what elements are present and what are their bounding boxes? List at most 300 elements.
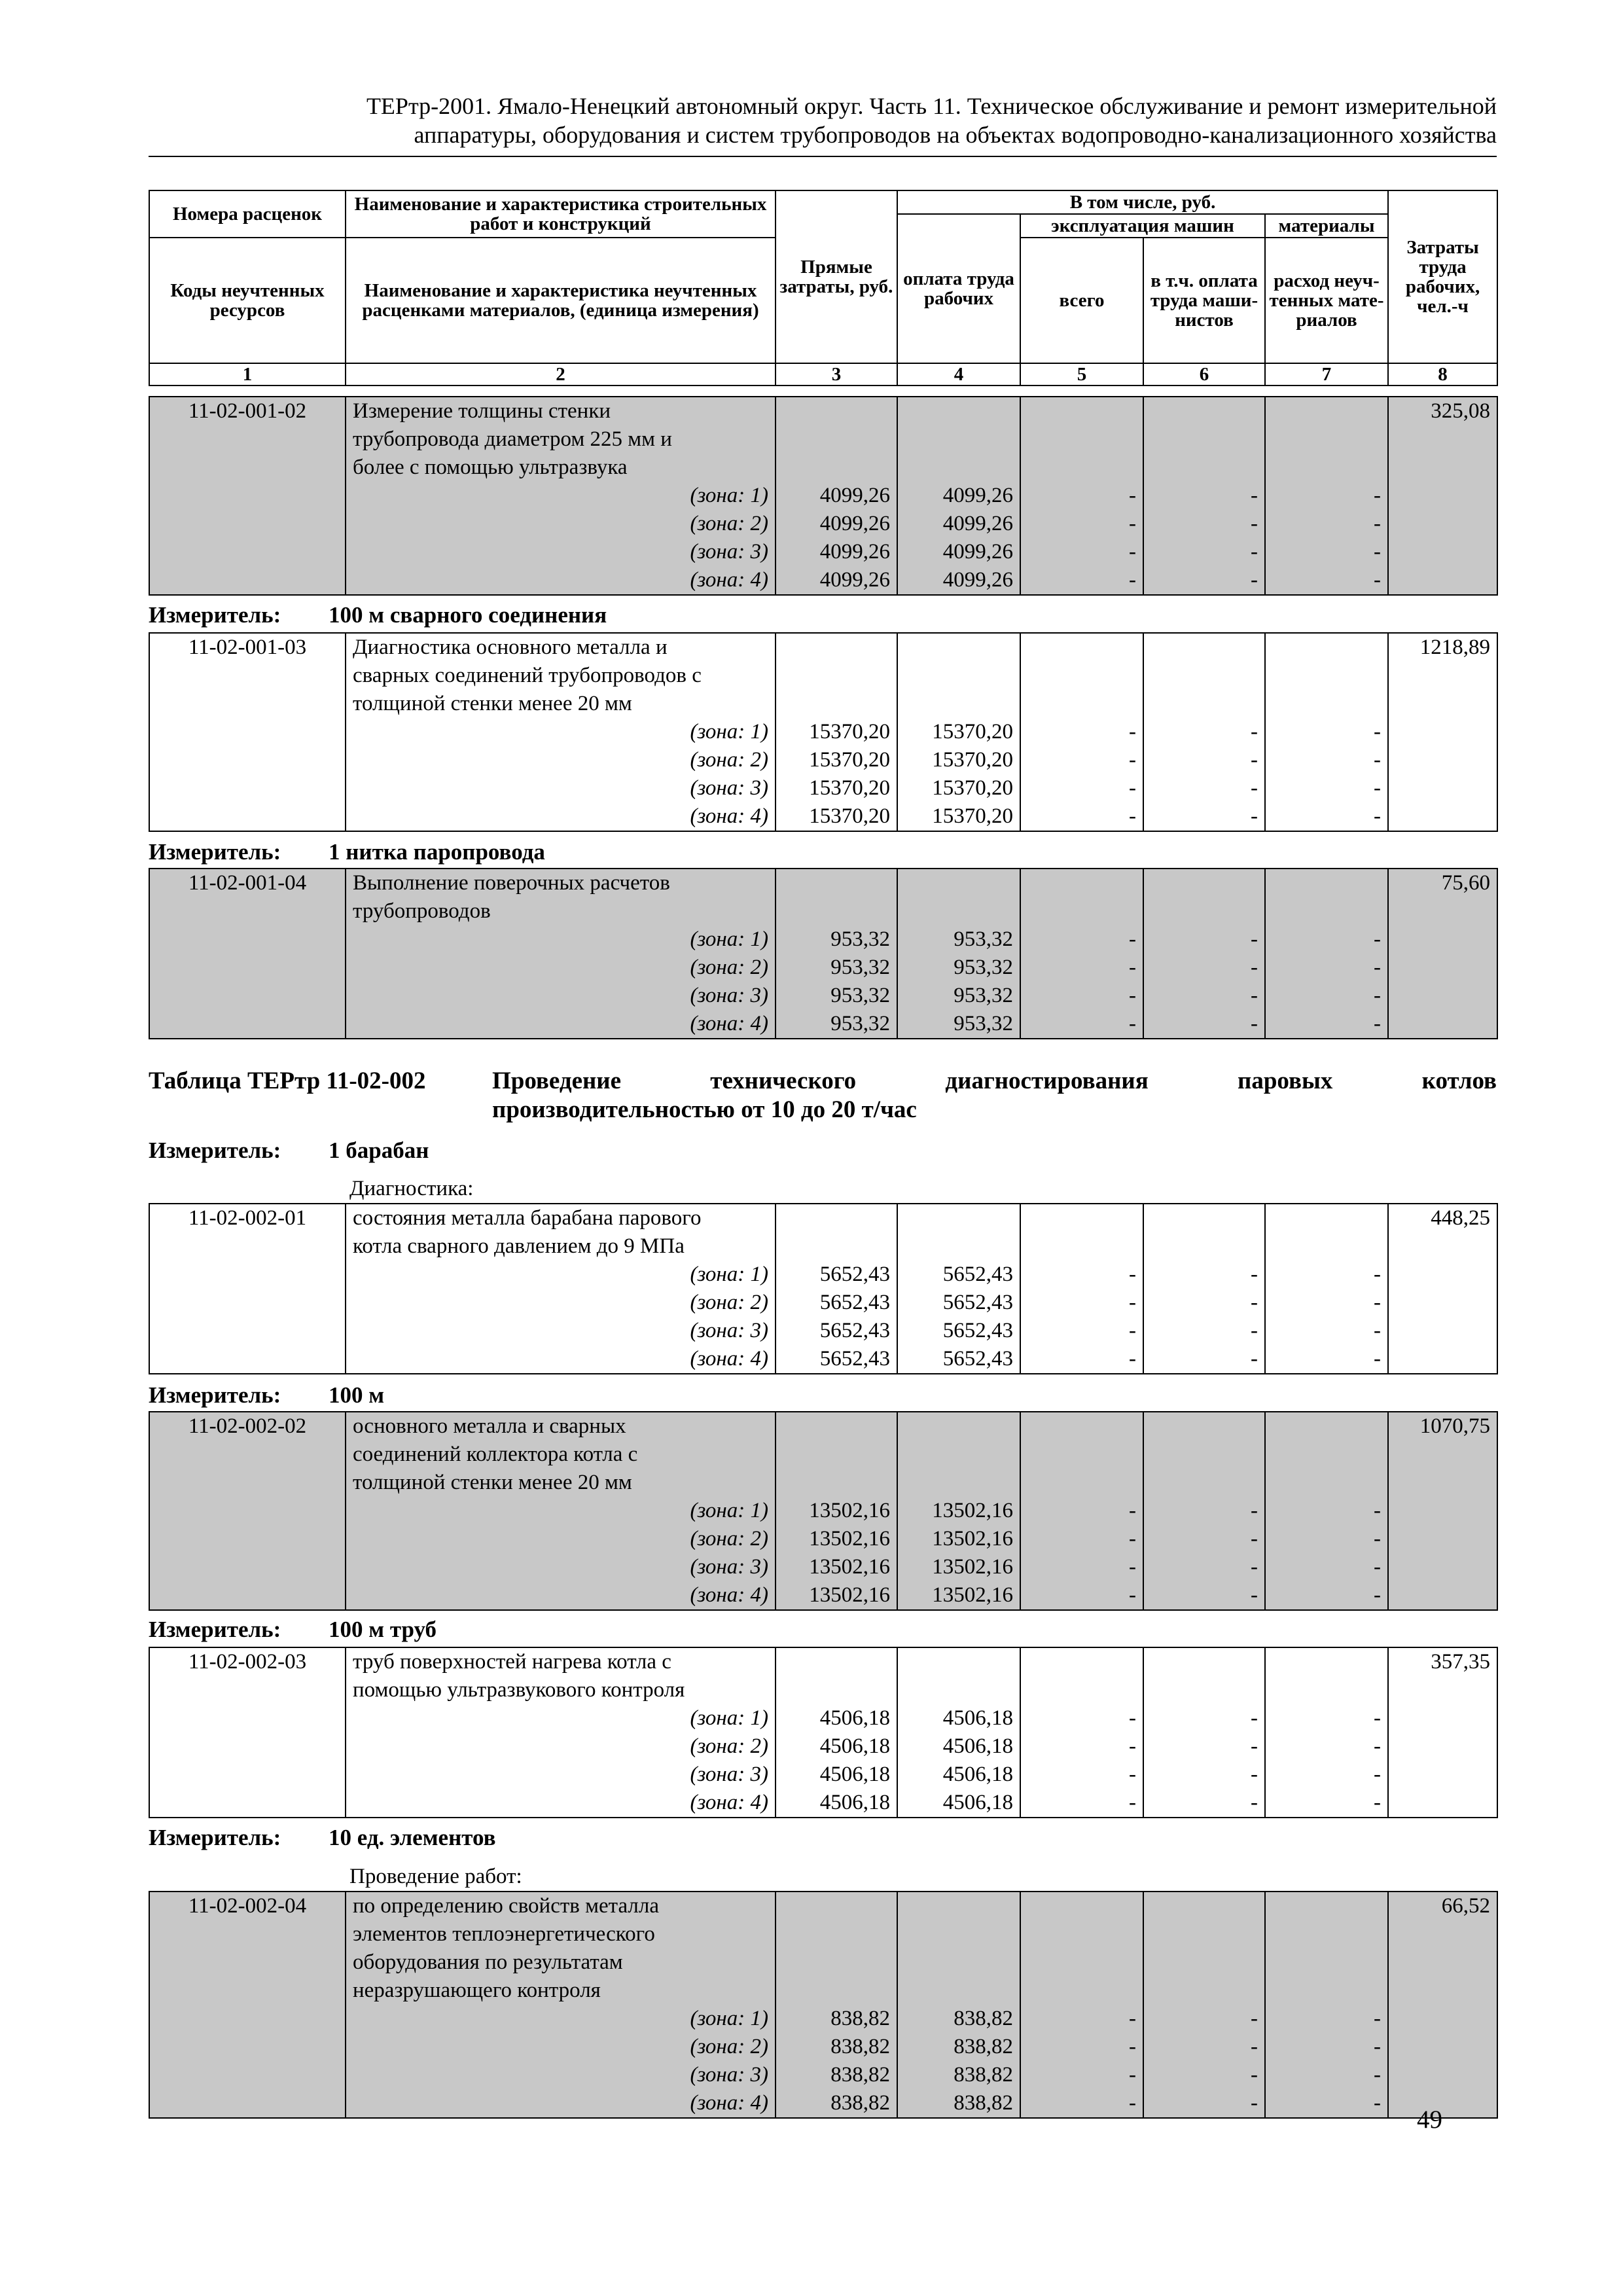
running-header [149, 92, 1497, 149]
labor-cost-value: 448,25 [1431, 1206, 1490, 1230]
description-line: сварных соединений трубопроводов с [353, 664, 702, 687]
spacer [783, 897, 890, 925]
spacer [1150, 1648, 1258, 1676]
spacer [1150, 1204, 1258, 1232]
direct-cost-value: 953,32 [830, 984, 890, 1007]
dash-value: - [1374, 2035, 1381, 2058]
machine-total-cell [1020, 1412, 1143, 1610]
direct-cost-value: 4099,26 [819, 540, 890, 564]
rate-row [149, 869, 1497, 1039]
dash-value: - [1251, 484, 1258, 507]
wage-value: 953,32 [954, 956, 1013, 979]
description-line: оборудования по результатам [353, 1950, 623, 1974]
labor-cost-cell [1388, 1647, 1497, 1818]
dash-value: - [1374, 540, 1381, 564]
direct-cost-value: 15370,20 [809, 776, 890, 800]
spacer [904, 1948, 1013, 1977]
rate-table [149, 1203, 1498, 1374]
spacer [1027, 1977, 1136, 2005]
dash-value: - [1251, 1583, 1258, 1607]
spacer [1027, 454, 1136, 482]
dash-value: - [1129, 776, 1136, 800]
direct-cost-value: 4506,18 [819, 1763, 890, 1786]
wage-cell [897, 1204, 1020, 1374]
dash-value: - [1129, 1319, 1136, 1342]
direct-cost-cell [776, 633, 897, 831]
col-num: 6 [1143, 363, 1265, 386]
spacer [1150, 690, 1258, 718]
material-cell [1265, 633, 1388, 831]
dash-value: - [1251, 748, 1258, 772]
rate-code: 11-02-002-04 [188, 1894, 307, 1918]
description-line: труб поверхностей нагрева котла с [353, 1650, 671, 1674]
wage-cell [897, 1412, 1020, 1610]
title-word: технического [710, 1067, 857, 1094]
rate-code-cell [149, 1892, 346, 2118]
col-kody: Коды неучтенных ресурсов [149, 238, 346, 363]
rate-code: 11-02-002-02 [188, 1414, 307, 1438]
spacer [783, 869, 890, 897]
material-cell [1265, 869, 1388, 1039]
wage-cell [897, 1892, 1020, 2118]
meter-line [149, 601, 1497, 630]
direct-cost-cell [776, 1647, 897, 1818]
spacer [1150, 1892, 1258, 1920]
machine-total-cell [1020, 633, 1143, 831]
wage-value: 13502,16 [932, 1555, 1013, 1579]
meter-value: 1 нитка паропровода [329, 839, 545, 865]
description-line: элементов теплоэнергетического [353, 1922, 655, 1946]
labor-cost-value: 1070,75 [1419, 1414, 1490, 1438]
spacer [1150, 662, 1258, 690]
dash-value: - [1251, 927, 1258, 951]
zone-label: (зона: 3) [690, 984, 768, 1007]
spacer [1027, 1441, 1136, 1469]
dash-value: - [1251, 956, 1258, 979]
zone-label: (зона: 3) [690, 1763, 768, 1786]
spacer [783, 1469, 890, 1497]
dash-value: - [1129, 1499, 1136, 1522]
direct-cost-value: 4506,18 [819, 1791, 890, 1814]
dash-value: - [1374, 1583, 1381, 1607]
direct-cost-value: 13502,16 [809, 1583, 890, 1607]
dash-value: - [1374, 568, 1381, 592]
direct-cost-value: 13502,16 [809, 1499, 890, 1522]
spacer [1272, 1412, 1381, 1441]
header-line-1: ТЕРтр-2001. Ямало-Ненецкий автономный округ. Часть 11. Техническое обслуживание и ремонт измерительной [366, 93, 1497, 119]
labor-cost-value: 66,52 [1441, 1894, 1490, 1918]
wage-value: 15370,20 [932, 720, 1013, 744]
meter-label: Измеритель: [149, 1825, 281, 1850]
spacer [1150, 454, 1258, 482]
wage-value: 953,32 [954, 927, 1013, 951]
spacer [1272, 425, 1381, 454]
spacer [1272, 1892, 1381, 1920]
rate-block [149, 1203, 1497, 1374]
wage-value: 5652,43 [942, 1319, 1013, 1342]
spacer [783, 1648, 890, 1676]
wage-value: 4506,18 [942, 1706, 1013, 1730]
dash-value: - [1129, 720, 1136, 744]
zone-label: (зона: 4) [690, 2091, 768, 2115]
col-num: 7 [1265, 363, 1388, 386]
dash-value: - [1129, 984, 1136, 1007]
spacer [783, 634, 890, 662]
wage-value: 838,82 [954, 2035, 1013, 2058]
meter-label: Измеритель: [149, 839, 281, 865]
dash-value: - [1251, 540, 1258, 564]
dash-value: - [1374, 2063, 1381, 2087]
spacer [1027, 1204, 1136, 1232]
wage-value: 953,32 [954, 1012, 1013, 1035]
wage-value: 4506,18 [942, 1734, 1013, 1758]
labor-cost-value: 1218,89 [1419, 636, 1490, 659]
dash-value: - [1374, 720, 1381, 744]
intro-text: Проведение работ: [349, 1865, 522, 1888]
rate-description-cell [346, 1647, 776, 1818]
title-word: котлов [1421, 1067, 1497, 1094]
spacer [1272, 897, 1381, 925]
spacer [1027, 1676, 1136, 1704]
direct-cost-value: 953,32 [830, 956, 890, 979]
rate-row [149, 1412, 1497, 1610]
zone-label: (зона: 4) [690, 1012, 768, 1035]
dash-value: - [1251, 1763, 1258, 1786]
zone-label: (зона: 3) [690, 776, 768, 800]
dash-value: - [1129, 2063, 1136, 2087]
rate-code: 11-02-001-03 [188, 636, 307, 659]
machine-total-cell [1020, 1204, 1143, 1374]
description-line: Измерение толщины стенки [353, 399, 611, 423]
machinist-wage-cell [1143, 1647, 1265, 1818]
dash-value: - [1251, 1791, 1258, 1814]
dash-value: - [1374, 2007, 1381, 2030]
dash-value: - [1374, 484, 1381, 507]
col-nomera: Номера расценок [149, 190, 346, 238]
col-num: 4 [897, 363, 1020, 386]
dash-value: - [1251, 512, 1258, 535]
dash-value: - [1251, 1291, 1258, 1314]
spacer [904, 1648, 1013, 1676]
col-vsego: всего [1020, 238, 1143, 363]
direct-cost-cell [776, 869, 897, 1039]
spacer [1027, 1892, 1136, 1920]
spacer [1027, 1948, 1136, 1977]
wage-cell [897, 869, 1020, 1039]
direct-cost-cell [776, 1204, 897, 1374]
wage-value: 13502,16 [932, 1499, 1013, 1522]
meter-line [149, 1615, 1497, 1644]
zone-label: (зона: 1) [690, 1499, 768, 1522]
col-num: 5 [1020, 363, 1143, 386]
rate-row [149, 1892, 1497, 2118]
machinist-wage-cell [1143, 633, 1265, 831]
spacer [904, 1920, 1013, 1948]
dash-value: - [1374, 776, 1381, 800]
rate-table [149, 396, 1498, 596]
direct-cost-value: 15370,20 [809, 804, 890, 828]
col-naim-neuch: Наименование и характеристика неучтенных расценками материалов, (единица измерения) [346, 238, 776, 363]
direct-cost-value: 5652,43 [819, 1319, 890, 1342]
wage-cell [897, 1647, 1020, 1818]
dash-value: - [1374, 1291, 1381, 1314]
material-cell [1265, 1204, 1388, 1374]
dash-value: - [1251, 568, 1258, 592]
dash-value: - [1374, 1499, 1381, 1522]
wage-value: 4506,18 [942, 1791, 1013, 1814]
zone-label: (зона: 2) [690, 1527, 768, 1551]
spacer [1027, 634, 1136, 662]
description-line: Диагностика основного металла и [353, 636, 668, 659]
spacer [904, 425, 1013, 454]
zone-label: (зона: 4) [690, 1583, 768, 1607]
wage-value: 15370,20 [932, 748, 1013, 772]
spacer [783, 690, 890, 718]
col-num: 3 [776, 363, 897, 386]
machinist-wage-cell [1143, 397, 1265, 595]
dash-value: - [1374, 927, 1381, 951]
spacer [1272, 1977, 1381, 2005]
dash-value: - [1374, 804, 1381, 828]
meter-label: Измеритель: [149, 1138, 281, 1163]
zone-label: (зона: 2) [690, 1734, 768, 1758]
rate-block [149, 1647, 1497, 1818]
spacer [783, 1441, 890, 1469]
meter-value: 100 м [329, 1382, 385, 1408]
dash-value: - [1129, 2007, 1136, 2030]
spacer [1027, 1469, 1136, 1497]
spacer [1272, 1676, 1381, 1704]
description-line: более с помощью ультразвука [353, 456, 628, 479]
dash-value: - [1374, 1763, 1381, 1786]
description-line: соединений коллектора котла с [353, 1443, 638, 1466]
wage-value: 13502,16 [932, 1527, 1013, 1551]
direct-cost-value: 4099,26 [819, 512, 890, 535]
spacer [1027, 1412, 1136, 1441]
spacer [783, 662, 890, 690]
spacer [783, 397, 890, 425]
col-num: 2 [346, 363, 776, 386]
dash-value: - [1129, 2091, 1136, 2115]
spacer [904, 897, 1013, 925]
rate-row [149, 1647, 1497, 1818]
rate-description-cell [346, 397, 776, 595]
spacer [783, 1232, 890, 1261]
col-rashod: расход неуч-тенных мате-риалов [1265, 238, 1388, 363]
description-line: основного металла и сварных [353, 1414, 626, 1438]
direct-cost-value: 13502,16 [809, 1527, 890, 1551]
spacer [904, 1977, 1013, 2005]
direct-cost-value: 15370,20 [809, 720, 890, 744]
wage-value: 4099,26 [942, 512, 1013, 535]
dash-value: - [1129, 1012, 1136, 1035]
dash-value: - [1129, 512, 1136, 535]
labor-cost-value: 325,08 [1431, 399, 1490, 423]
spacer [1272, 869, 1381, 897]
dash-value: - [1374, 1012, 1381, 1035]
labor-cost-value: 357,35 [1431, 1650, 1490, 1674]
dash-value: - [1129, 1555, 1136, 1579]
table-title-line-1 [492, 1067, 1497, 1096]
rate-description-cell [346, 869, 776, 1039]
description-line: неразрушающего контроля [353, 1979, 601, 2002]
spacer [1272, 634, 1381, 662]
wage-value: 15370,20 [932, 804, 1013, 828]
col-zatraty: Затраты труда рабочих, чел.-ч [1388, 190, 1497, 363]
rate-table [149, 868, 1498, 1039]
description-line: состояния металла барабана парового [353, 1206, 702, 1230]
spacer [904, 454, 1013, 482]
spacer [1027, 662, 1136, 690]
zone-label: (зона: 3) [690, 1555, 768, 1579]
dash-value: - [1251, 720, 1258, 744]
spacer [783, 1948, 890, 1977]
dash-value: - [1251, 776, 1258, 800]
zone-label: (зона: 4) [690, 1791, 768, 1814]
material-cell [1265, 397, 1388, 595]
rate-block [149, 396, 1497, 596]
rate-code: 11-02-001-02 [188, 399, 307, 423]
dash-value: - [1129, 1706, 1136, 1730]
dash-value: - [1374, 1791, 1381, 1814]
rate-table [149, 1411, 1498, 1611]
header-rule [149, 156, 1497, 157]
col-oplata: оплата труда рабочих [897, 214, 1020, 363]
spacer [1150, 1232, 1258, 1261]
dash-value: - [1129, 804, 1136, 828]
wage-value: 5652,43 [942, 1263, 1013, 1286]
dash-value: - [1129, 748, 1136, 772]
col-pryamye: Прямые затраты, руб. [776, 190, 897, 363]
labor-cost-cell [1388, 1412, 1497, 1610]
zone-label: (зона: 1) [690, 1263, 768, 1286]
wage-value: 953,32 [954, 984, 1013, 1007]
zone-label: (зона: 2) [690, 512, 768, 535]
zone-label: (зона: 2) [690, 748, 768, 772]
page-number: 49 [1417, 2106, 1442, 2134]
dash-value: - [1129, 1763, 1136, 1786]
wage-value: 4099,26 [942, 540, 1013, 564]
meter-label: Измеритель: [149, 1382, 281, 1408]
rate-code: 11-02-002-01 [188, 1206, 307, 1230]
table-title-line-2: производительностью от 10 до 20 т/час [492, 1096, 917, 1123]
spacer [1272, 690, 1381, 718]
spacer [904, 1441, 1013, 1469]
column-header-block [149, 190, 1497, 386]
spacer [904, 662, 1013, 690]
col-v-tom: В том числе, руб. [897, 190, 1388, 214]
rate-block [149, 868, 1497, 1039]
rate-row [149, 633, 1497, 831]
dash-value: - [1251, 2063, 1258, 2087]
col-ekspl: эксплуатация машин [1020, 214, 1265, 238]
spacer [1150, 1977, 1258, 2005]
dash-value: - [1129, 1583, 1136, 1607]
direct-cost-value: 4506,18 [819, 1706, 890, 1730]
direct-cost-value: 953,32 [830, 927, 890, 951]
dash-value: - [1374, 956, 1381, 979]
description-line: по определению свойств металла [353, 1894, 659, 1918]
zone-label: (зона: 2) [690, 956, 768, 979]
spacer [904, 1676, 1013, 1704]
dash-value: - [1374, 984, 1381, 1007]
spacer [1150, 869, 1258, 897]
spacer [1272, 397, 1381, 425]
spacer [1150, 425, 1258, 454]
rate-code-cell [149, 1204, 346, 1374]
labor-cost-cell [1388, 633, 1497, 831]
rate-code-cell [149, 1412, 346, 1610]
direct-cost-value: 953,32 [830, 1012, 890, 1035]
column-header-table [149, 190, 1498, 386]
table-title [149, 1067, 1497, 1124]
rate-block [149, 632, 1497, 832]
table-number: Таблица ТЕРтр 11-02-002 [149, 1067, 426, 1094]
machinist-wage-cell [1143, 869, 1265, 1039]
dash-value: - [1129, 1347, 1136, 1371]
machine-total-cell [1020, 397, 1143, 595]
dash-value: - [1129, 956, 1136, 979]
machinist-wage-cell [1143, 1412, 1265, 1610]
direct-cost-value: 15370,20 [809, 748, 890, 772]
spacer [783, 454, 890, 482]
spacer [904, 1204, 1013, 1232]
meter-label: Измеритель: [149, 602, 281, 628]
dash-value: - [1251, 1347, 1258, 1371]
dash-value: - [1374, 1527, 1381, 1551]
dash-value: - [1129, 927, 1136, 951]
meter-value: 10 ед. элементов [329, 1825, 496, 1850]
dash-value: - [1251, 984, 1258, 1007]
labor-cost-value: 75,60 [1441, 871, 1490, 895]
zone-label: (зона: 3) [690, 540, 768, 564]
rate-block [149, 1891, 1497, 2119]
direct-cost-value: 13502,16 [809, 1555, 890, 1579]
zone-label: (зона: 1) [690, 720, 768, 744]
rate-block [149, 1411, 1497, 1611]
spacer [1150, 634, 1258, 662]
spacer [1027, 425, 1136, 454]
description-line: толщиной стенки менее 20 мм [353, 692, 632, 715]
spacer [1150, 1469, 1258, 1497]
dash-value: - [1251, 1734, 1258, 1758]
meter-value: 100 м труб [329, 1617, 437, 1642]
spacer [904, 1412, 1013, 1441]
dash-value: - [1251, 1527, 1258, 1551]
direct-cost-value: 4099,26 [819, 568, 890, 592]
col-num: 8 [1388, 363, 1497, 386]
rate-table [149, 632, 1498, 832]
wage-value: 13502,16 [932, 1583, 1013, 1607]
dash-value: - [1374, 512, 1381, 535]
rate-description-cell [346, 633, 776, 831]
col-materialy: материалы [1265, 214, 1388, 238]
rate-description-cell [346, 1892, 776, 2118]
dash-value: - [1129, 484, 1136, 507]
rate-row [149, 397, 1497, 595]
spacer [1150, 897, 1258, 925]
spacer [1272, 1469, 1381, 1497]
description-line: толщиной стенки менее 20 мм [353, 1471, 632, 1494]
spacer [1272, 1648, 1381, 1676]
wage-value: 838,82 [954, 2063, 1013, 2087]
meter-line [149, 1823, 1497, 1852]
direct-cost-value: 5652,43 [819, 1263, 890, 1286]
spacer [1272, 1232, 1381, 1261]
zone-label: (зона: 4) [690, 1347, 768, 1371]
dash-value: - [1251, 2035, 1258, 2058]
spacer [1272, 454, 1381, 482]
